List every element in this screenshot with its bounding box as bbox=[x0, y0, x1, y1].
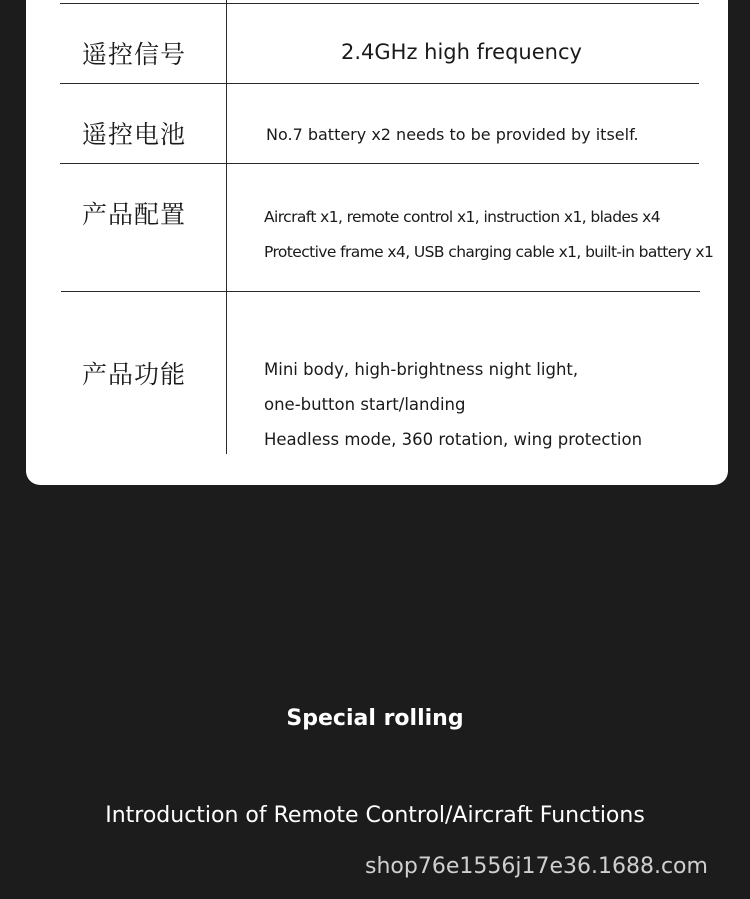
spec-label-package: 产品配置 bbox=[82, 200, 187, 229]
table-row-divider bbox=[61, 291, 700, 292]
spec-value-package-line-1: Aircraft x1, remote control x1, instruction x1, blades x4 bbox=[264, 208, 661, 226]
table-row-divider bbox=[60, 163, 699, 164]
spec-value-remote-signal: 2.4GHz high frequency bbox=[341, 40, 582, 64]
spec-value-package-line-2: Protective frame x4, USB charging cable x1, built-in battery x1 bbox=[264, 243, 714, 261]
spec-label-functions: 产品功能 bbox=[82, 360, 187, 389]
table-row-divider bbox=[60, 83, 699, 84]
section-title: Special rolling bbox=[286, 706, 464, 731]
table-row-divider bbox=[60, 3, 699, 4]
spec-label-remote-signal: 遥控信号 bbox=[82, 40, 187, 69]
spec-value-functions-line-3: Headless mode, 360 rotation, wing protection bbox=[264, 430, 643, 449]
shop-watermark: shop76e1556j17e36.1688.com bbox=[365, 854, 708, 879]
spec-value-remote-battery: No.7 battery x2 needs to be provided by itself. bbox=[266, 125, 639, 144]
section-subtitle: Introduction of Remote Control/Aircraft Functions bbox=[105, 803, 645, 828]
spec-value-functions-line-1: Mini body, high-brightness night light, bbox=[264, 360, 579, 379]
table-column-divider bbox=[226, 0, 227, 454]
spec-value-functions-line-2: one-button start/landing bbox=[264, 395, 466, 414]
spec-label-remote-battery: 遥控电池 bbox=[82, 120, 187, 149]
